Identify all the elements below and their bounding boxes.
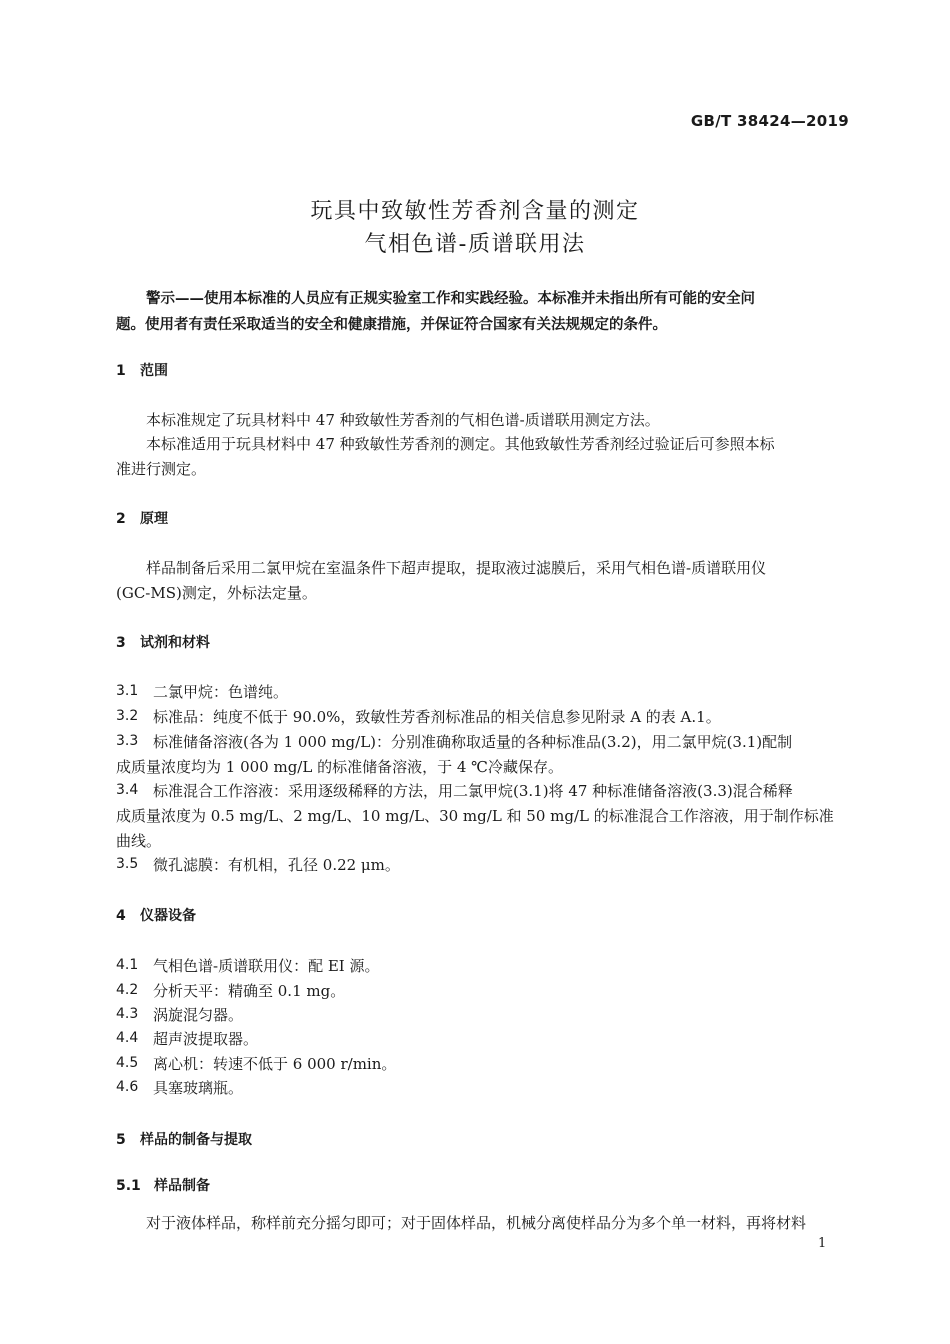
item-text: 气相色谱-质谱联用仪：配 EI 源。 [153,957,380,975]
warning-line-2: 题。使用者有责任采取适当的安全和健康措施，并保证符合国家有关法规规定的条件。 [116,317,667,333]
subsection-5-1-heading [116,1175,210,1195]
section-number: 3 [116,635,126,651]
subsection-number: 5.1 [116,1178,141,1194]
item-number: 4.3 [116,1006,139,1022]
section-title: 样品的制备与提取 [140,1132,252,1148]
item-number: 4.4 [116,1030,139,1046]
item-number: 3.5 [116,856,139,872]
section-1-heading [116,360,168,380]
item-number: 4.2 [116,982,139,998]
item-number: 3.4 [116,782,139,798]
item-number: 3.1 [116,683,139,699]
item-number: 3.3 [116,733,139,749]
section-title: 仪器设备 [140,908,196,924]
section-title: 试剂和材料 [140,635,210,651]
item-number: 4.1 [116,957,139,973]
item-text: 二氯甲烷：色谱纯。 [153,683,289,701]
section-number: 5 [116,1132,126,1148]
item-number: 4.5 [116,1055,139,1071]
section-title: 原理 [140,511,168,527]
section-5-heading [116,1129,252,1149]
item-text-continuation: 成质量浓度均为 1 000 mg/L 的标准储备溶液，于 4 ℃冷藏保存。 [116,758,563,776]
item-text: 微孔滤膜：有机相，孔径 0.22 μm。 [153,856,400,874]
item-text: 具塞玻璃瓶。 [153,1079,244,1097]
standard-code: GB/T 38424—2019 [690,112,849,130]
item-text: 分析天平：精确至 0.1 mg。 [153,982,346,1000]
section-4-heading [116,905,196,925]
warning-line-1: 警示——使用本标准的人员应有正规实验室工作和实践经验。本标准并未指出所有可能的安全问 [146,291,755,307]
item-text: 超声波提取器。 [153,1030,259,1048]
item-text: 涡旋混匀器。 [153,1006,244,1024]
item-number: 4.6 [116,1079,139,1095]
section-title: 范围 [140,363,168,379]
paragraph-continuation: 准进行测定。 [116,460,207,478]
section-3-heading [116,632,210,652]
item-text-continuation: 曲线。 [116,832,162,850]
title-line-2: 气相色谱-质谱联用法 [364,232,586,257]
paragraph: 本标准适用于玩具材料中 47 种致敏性芳香剂的测定。其他致敏性芳香剂经过验证后可参照本标 [146,435,775,453]
section-number: 4 [116,908,126,924]
item-text: 离心机：转速不低于 6 000 r/min。 [153,1055,397,1073]
paragraph: 对于液体样品，称样前充分摇匀即可；对于固体样品，机械分离使样品分为多个单一材料，再将材料 [146,1214,807,1232]
item-text: 标准储备溶液(各为 1 000 mg/L)：分别准确称取适量的各种标准品(3.2)，用二氯甲烷(3.1)配制 [153,733,793,751]
section-number: 1 [116,363,126,379]
paragraph: 样品制备后采用二氯甲烷在室温条件下超声提取，提取液过滤膜后，采用气相色谱-质谱联用仪 [146,559,767,577]
page-number: 1 [818,1236,827,1251]
item-text: 标准混合工作溶液：采用逐级稀释的方法，用二氯甲烷(3.1)将 47 种标准储备溶液(3.3)混合稀释 [153,782,793,800]
title-line-1: 玩具中致敏性芳香剂含量的测定 [310,199,640,224]
subsection-title: 样品制备 [154,1178,210,1194]
paragraph: 本标准规定了玩具材料中 47 种致敏性芳香剂的气相色谱-质谱联用测定方法。 [146,411,660,429]
item-number: 3.2 [116,708,139,724]
section-number: 2 [116,511,126,527]
item-text: 标准品：纯度不低于 90.0%，致敏性芳香剂标准品的相关信息参见附录 A 的表 A.1。 [153,708,721,726]
item-text-continuation: 成质量浓度为 0.5 mg/L、2 mg/L、10 mg/L、30 mg/L 和 50 mg/L 的标准混合工作溶液，用于制作标准 [116,807,834,825]
section-2-heading [116,508,168,528]
paragraph-continuation: (GC-MS)测定，外标法定量。 [116,584,317,602]
